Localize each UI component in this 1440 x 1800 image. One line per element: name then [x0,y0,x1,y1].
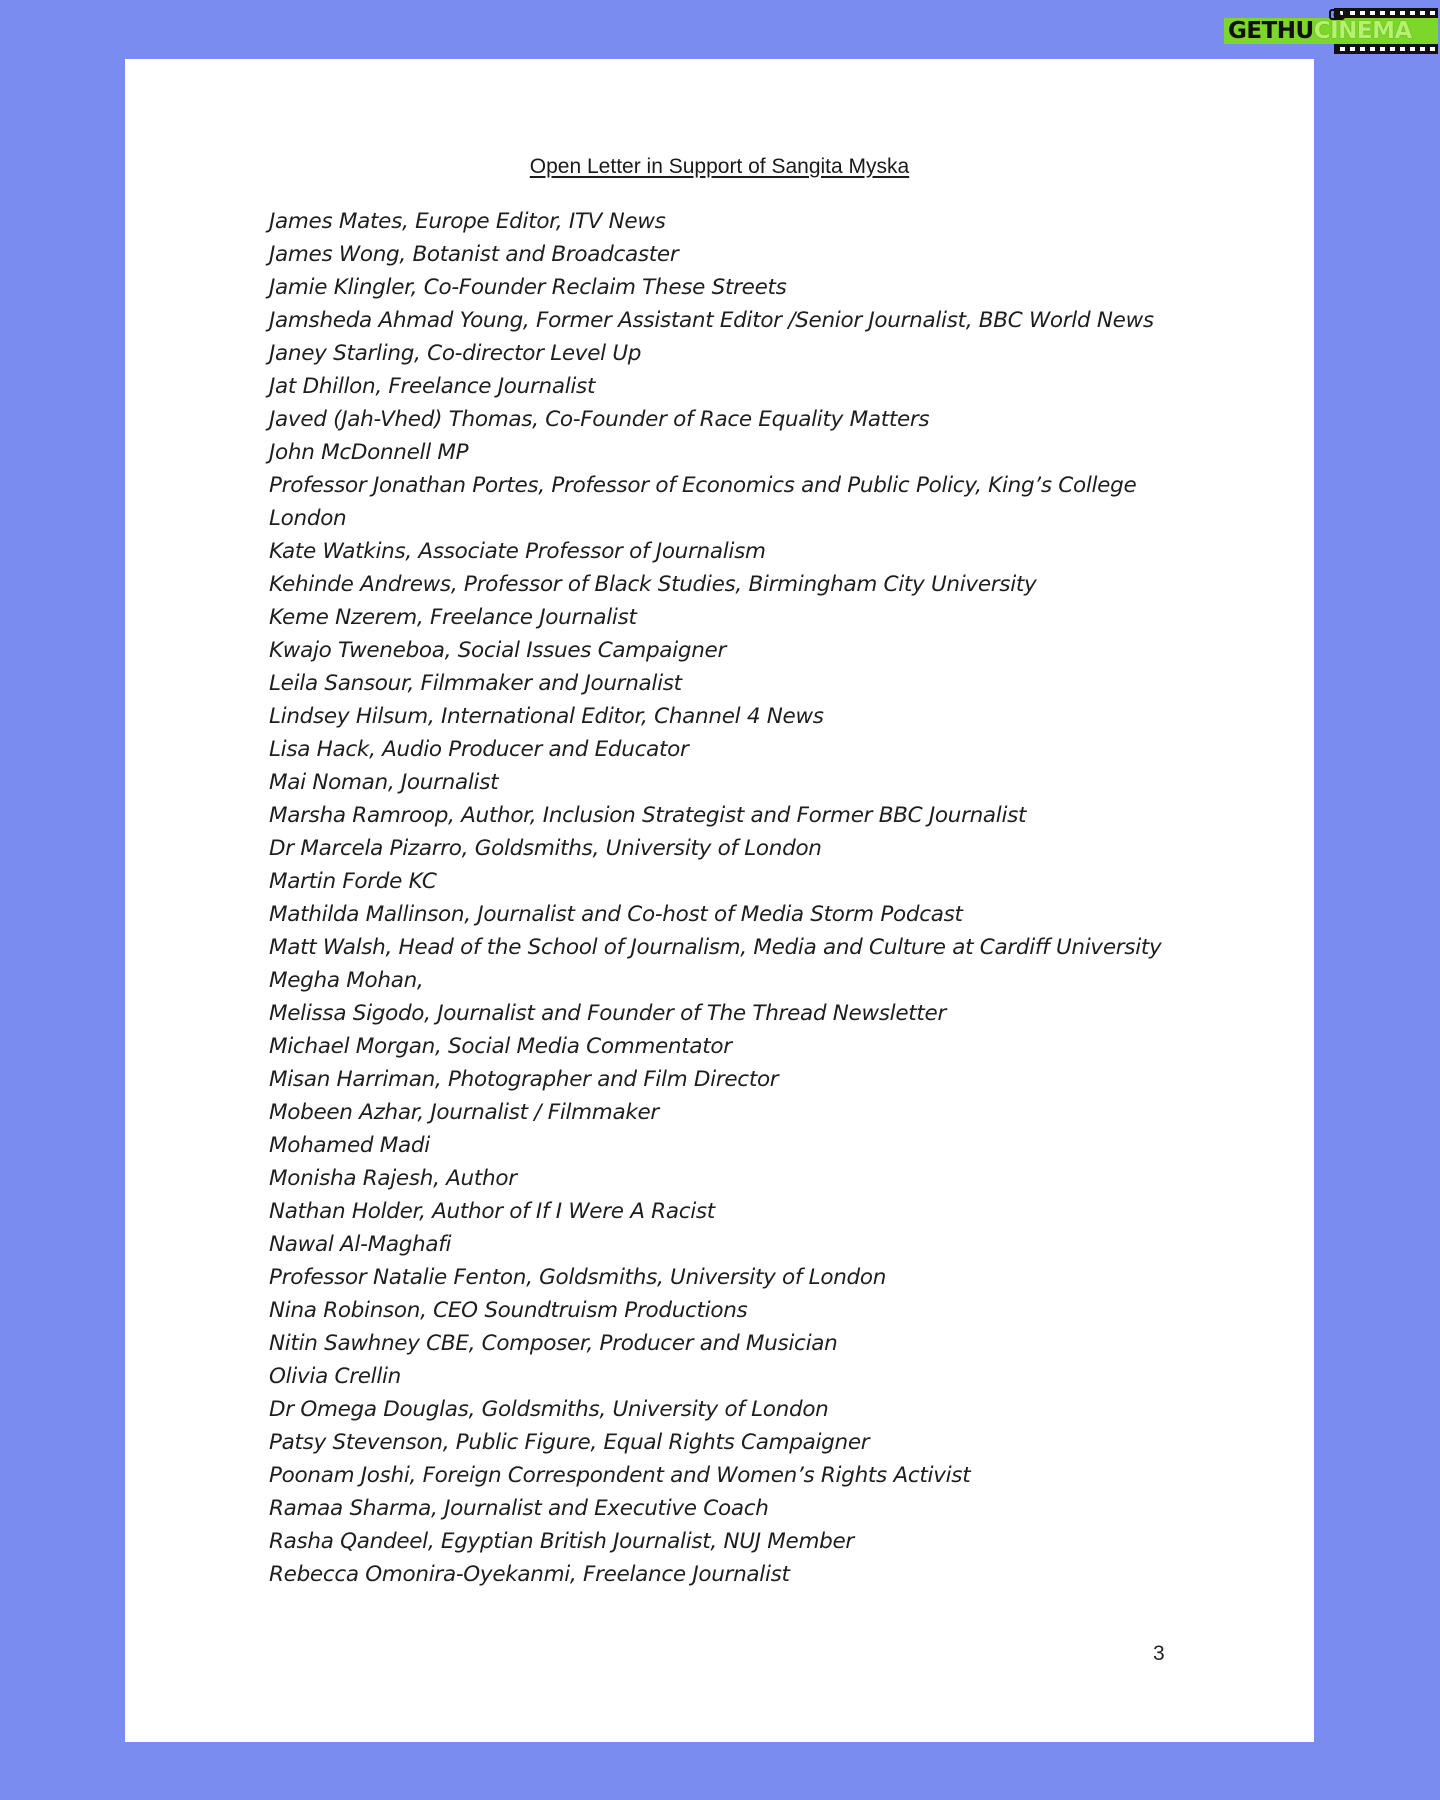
signatory-line: Lindsey Hilsum, International Editor, Channel 4 News [269,704,824,729]
signatory-line: Professor Natalie Fenton, Goldsmiths, University of London [269,1265,887,1290]
signatory-line: James Wong, Botanist and Broadcaster [269,242,679,267]
signatory-line: Monisha Rajesh, Author [269,1166,517,1191]
signatory-line: Nitin Sawhney CBE, Composer, Producer and Musician [269,1331,838,1356]
signatory-line: Kehinde Andrews, Professor of Black Studies, Birmingham City University [269,572,1037,597]
signatory-line: Olivia Crellin [269,1364,402,1389]
signatory-line: Dr Omega Douglas, Goldsmiths, University of London [269,1397,829,1422]
signatory-line: Nawal Al-Maghafi [269,1232,452,1257]
logo-text-part2: CINEMA [1313,18,1412,44]
signatory-line: Keme Nzerem, Freelance Journalist [269,605,637,630]
signatory-line: Kate Watkins, Associate Professor of Journalism [269,539,766,564]
signatory-line: Megha Mohan, [269,968,424,993]
signatory-line: Jamsheda Ahmad Young, Former Assistant Editor /Senior Journalist, BBC World News [269,308,1154,333]
signatory-line: Lisa Hack, Audio Producer and Educator [269,737,689,762]
signatory-line: Rasha Qandeel, Egyptian British Journalist, NUJ Member [269,1529,854,1554]
page-number: 3 [1153,1642,1165,1665]
signatory-line: Jamie Klingler, Co-Founder Reclaim These Streets [269,275,787,300]
signatory-line: Jat Dhillon, Freelance Journalist [269,374,596,399]
logo-text-part1: GETHU [1228,18,1314,44]
document-title: Open Letter in Support of Sangita Myska [529,155,910,178]
signatory-line: London [269,506,347,531]
signatory-line: Melissa Sigodo, Journalist and Founder of The Thread Newsletter [269,1001,946,1026]
signatory-line: Mathilda Mallinson, Journalist and Co-host of Media Storm Podcast [269,902,963,927]
signatory-line: Martin Forde KC [269,869,437,894]
signatory-line: Ramaa Sharma, Journalist and Executive Coach [269,1496,769,1521]
signatory-line: Rebecca Omonira-Oyekanmi, Freelance Journalist [269,1562,790,1587]
signatory-line: Leila Sansour, Filmmaker and Journalist [269,671,682,696]
logo-wordmark [1228,18,1412,44]
gethu-cinema-logo [1224,8,1438,54]
signatory-line: Janey Starling, Co-director Level Up [269,341,642,366]
signatory-line: Mai Noman, Journalist [269,770,499,795]
signatory-line: Kwajo Tweneboa, Social Issues Campaigner [269,638,726,663]
document-page [125,59,1314,1742]
signatory-line: Mohamed Madi [269,1133,430,1158]
signatory-line: Marsha Ramroop, Author, Inclusion Strategist and Former BBC Journalist [269,803,1027,828]
signatory-line: Nina Robinson, CEO Soundtruism Productions [269,1298,748,1323]
signatory-line: Poonam Joshi, Foreign Correspondent and Women’s Rights Activist [269,1463,971,1488]
signatory-line: Mobeen Azhar, Journalist / Filmmaker [269,1100,659,1125]
signatory-line: Matt Walsh, Head of the School of Journalism, Media and Culture at Cardiff University [269,935,1162,960]
signatory-line: James Mates, Europe Editor, ITV News [269,209,666,234]
signatory-line: Michael Morgan, Social Media Commentator [269,1034,732,1059]
signatory-line: Javed (Jah-Vhed) Thomas, Co-Founder of Race Equality Matters [269,407,930,432]
signatory-line: John McDonnell MP [269,440,469,465]
signatory-line: Professor Jonathan Portes, Professor of Economics and Public Policy, King’s College [269,473,1137,498]
signatory-line: Nathan Holder, Author of If I Were A Racist [269,1199,715,1224]
signatory-list [269,205,1209,1591]
signatory-line: Misan Harriman, Photographer and Film Director [269,1067,779,1092]
signatory-line: Dr Marcela Pizarro, Goldsmiths, University of London [269,836,822,861]
signatory-line: Patsy Stevenson, Public Figure, Equal Rights Campaigner [269,1430,870,1455]
